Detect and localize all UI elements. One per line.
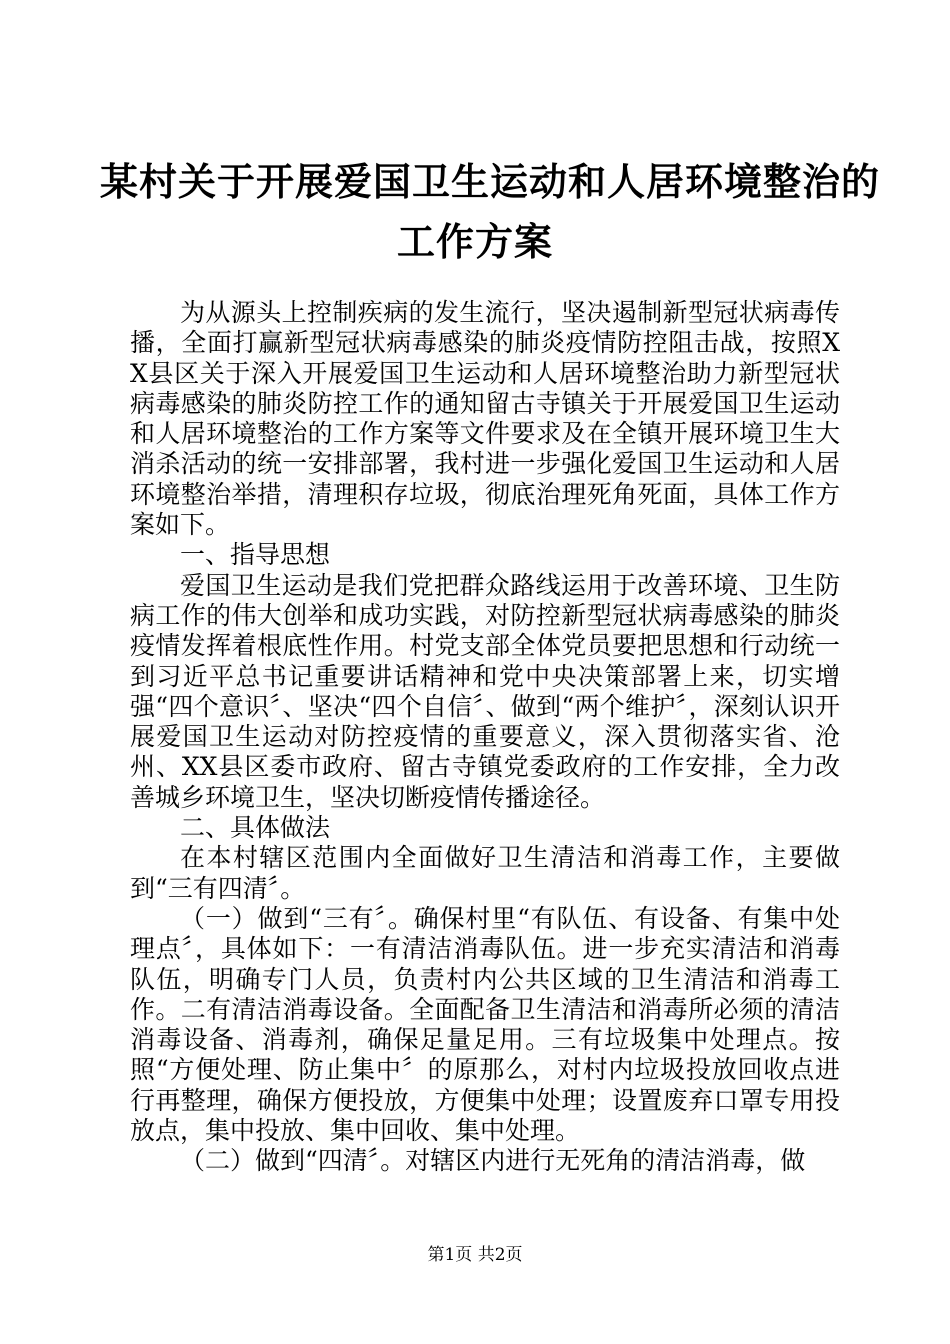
three-haves-paragraph: （一）做到“三有〞。确保村里“有队伍、有设备、有集中处理点〞，具体如下：一有清洁消毒队伍。进一步充实清洁和消毒队伍，明确专门人员，负责村内公共区域的卫生清洁和消毒工作。二有清洁消毒设备。全面配备卫生清洁和消毒所必须的清洁消毒设备、消毒剂，确保足量足用。三有垃圾集中处理点。按照“方便处理、防止集中〞的原那么，对村内垃圾投放回收点进行再整理，确保方便投放，方便集中处理；设置废弃口罩专用投放点，集中投放、集中回收、集中处理。 bbox=[130, 903, 840, 1146]
document-title-line-1: 某村关于开展爱国卫生运动和人居环境整治的 bbox=[100, 160, 881, 204]
methods-intro-paragraph: 在本村辖区范围内全面做好卫生清洁和消毒工作，主要做到“三有四清〞。 bbox=[130, 843, 840, 903]
document-title-line-2: 工作方案 bbox=[396, 220, 553, 264]
page-number-footer: 第1页 共2页 bbox=[427, 1245, 523, 1265]
document-body bbox=[130, 298, 840, 1177]
section-heading-guiding-thought: 一、指导思想 bbox=[180, 540, 331, 570]
guiding-thought-paragraph: 爱国卫生运动是我们党把群众路线运用于改善环境、卫生防病工作的伟大创举和成功实践，对防控新型冠状病毒感染的肺炎疫情发挥着根底性作用。村党支部全体党员要把思想和行动统一到习近平总书记重要讲话精神和党中央决策部署上来，切实增强“四个意识〞、坚决“四个自信〞、做到“两个维护〞，深刻认识开展爱国卫生运动对防控疫情的重要意义，深入贯彻落实省、沧州、XX县区委市政府、留古寺镇党委政府的工作安排，全力改善城乡环境卫生，坚决切断疫情传播途径。 bbox=[130, 570, 840, 812]
intro-paragraph: 为从源头上控制疾病的发生流行，坚决遏制新型冠状病毒传播，全面打赢新型冠状病毒感染的肺炎疫情防控阻击战，按照XX县区关于深入开展爱国卫生运动和人居环境整治助力新型冠状病毒感染的肺炎防控工作的通知留古寺镇关于开展爱国卫生运动和人居环境整治的工作方案等文件要求及在全镇开展环境卫生大消杀活动的统一安排部署，我村进一步强化爱国卫生运动和人居环境整治举措，清理积存垃圾，彻底治理死角死面，具体工作方案如下。 bbox=[130, 298, 840, 540]
four-cleans-paragraph: （二）做到“四清〞。对辖区内进行无死角的清洁消毒，做 bbox=[180, 1146, 806, 1176]
section-heading-specific-methods: 二、具体做法 bbox=[180, 813, 331, 843]
